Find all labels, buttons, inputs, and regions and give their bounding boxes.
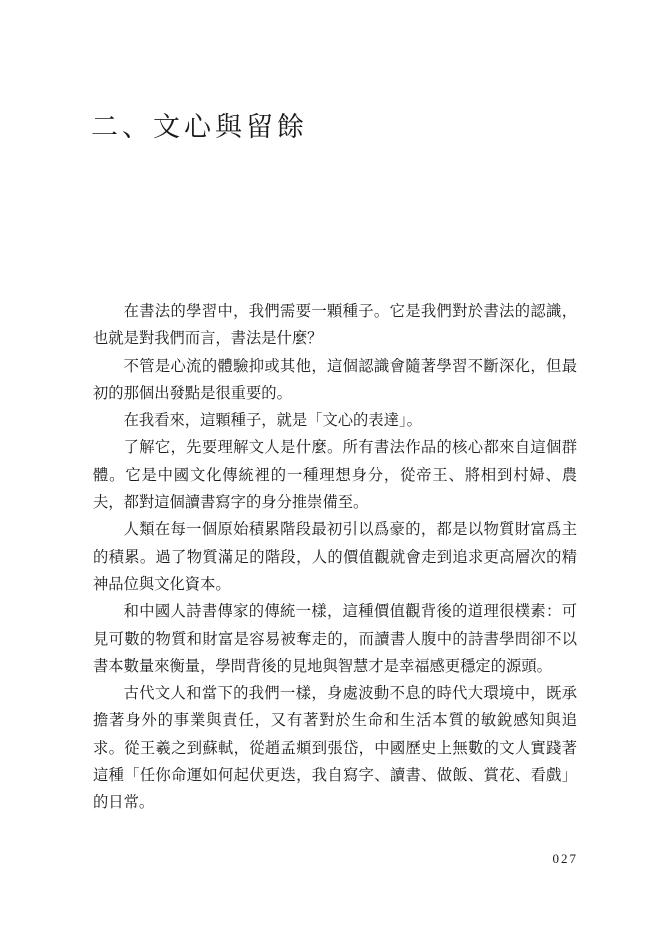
paragraph: 人類在每一個原始積累階段最初引以爲豪的，都是以物質財富爲主的積累。過了物質滿足的階段，人的價值觀就會走到追求更高層次的精神品位與文化資本。 — [93, 520, 577, 593]
paragraph: 不管是心流的體驗抑或其他，這個認識會隨著學習不斷深化，但最初的那個出發點是很重要的。 — [93, 356, 577, 402]
paragraph: 了解它，先要理解文人是什麼。所有書法作品的核心都來自這個群體。它是中國文化傳統裡的一種理想身分，從帝王、將相到村婦、農夫，都對這個讀書寫字的身分推崇備至。 — [93, 438, 577, 512]
body-text — [93, 298, 577, 817]
paragraph: 和中國人詩書傳家的傳統一樣，這種價值觀背後的道理很樸素：可見可數的物質和財富是容易被奪走的，而讀書人腹中的詩書學問卻不以書本數量來衡量，學問背後的見地與智慧才是幸福感更穩定的源頭。 — [93, 602, 577, 675]
paragraph: 古代文人和當下的我們一樣，身處波動不息的時代大環境中，既承擔著身外的事業與責任，又有著對於生命和生活本質的敏銳感知與追求。從王羲之到蘇軾，從趙孟頫到張岱，中國歷史上無數的文人實踐著這種「任你命運如何起伏更迭，我自寫字、讀書、做飯、賞花、看戲」的日常。 — [93, 684, 577, 812]
paragraph: 在我看來，這顆種子，就是「文心的表達」。 — [123, 411, 422, 430]
chapter-title: 二、文心與留餘 — [91, 112, 308, 143]
page-number: 027 — [552, 851, 578, 866]
paragraph: 在書法的學習中，我們需要一顆種子。它是我們對於書法的認識，也就是對我們而言，書法是什麼？ — [93, 302, 577, 348]
